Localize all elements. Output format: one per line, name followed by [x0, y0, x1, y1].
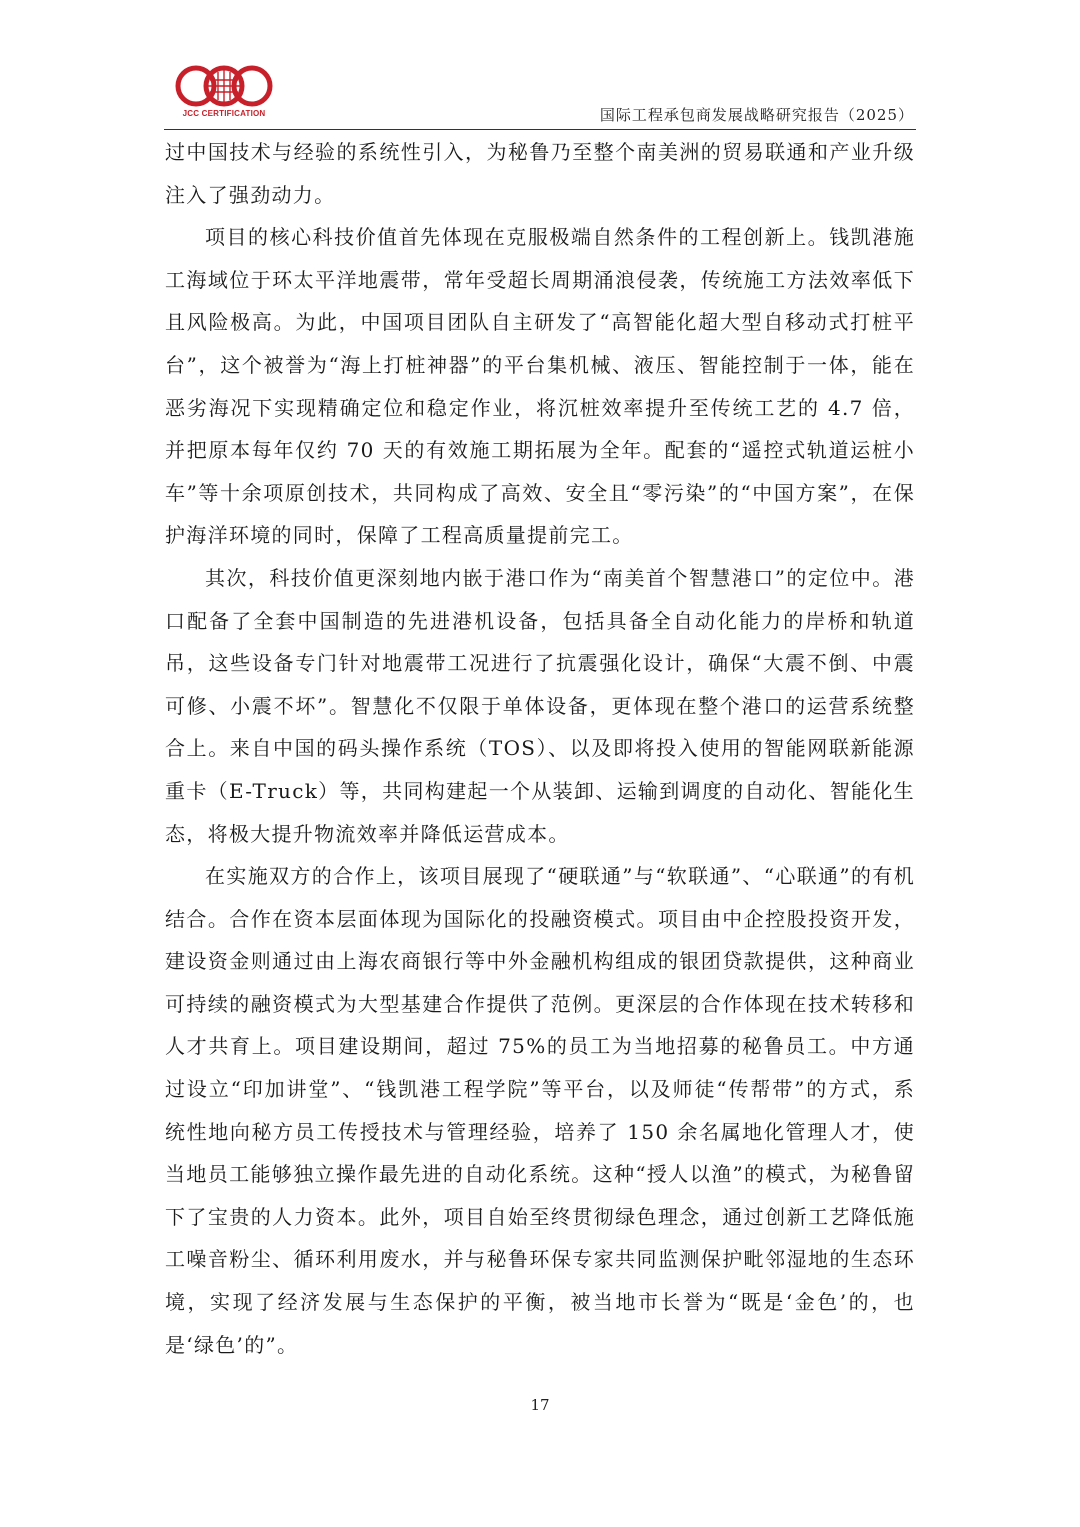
jcc-certification-logo [172, 64, 276, 122]
header-divider [164, 129, 916, 130]
report-title: 国际工程承包商发展战略研究报告（2025） [599, 106, 914, 124]
page-number: 17 [530, 1396, 550, 1414]
logo-text: JCC CERTIFICATION [182, 109, 266, 118]
rings-logo-icon [172, 64, 276, 110]
paragraph: 项目的核心科技价值首先体现在克服极端自然条件的工程创新上。钱凯港施工海域位于环太平洋地震带，常年受超长周期涌浪侵袭，传统施工方法效率低下且风险极高。为此，中国项目团队自主研发了“高智能化超大型自移动式打桩平台”，这个被誉为“海上打桩神器”的平台集机械、液压、智能控制于一体，能在恶劣海况下实现精确定位和稳定作业，将沉桩效率提升至传统工艺的 4.7 倍，并把原本每年仅约 70 天的有效施工期拓展为全年。配套的“遥控式轨道运桩小车”等十余项原创技术，共同构成了高效、安全且“零污染”的“中国方案”，在保护海洋环境的同时，保障了工程高质量提前完工。 [165, 225, 915, 548]
paragraph-continued: 过中国技术与经验的系统性引入，为秘鲁乃至整个南美洲的贸易联通和产业升级注入了强劲动力。 [165, 140, 915, 207]
body-text [165, 131, 915, 1366]
paragraph: 其次，科技价值更深刻地内嵌于港口作为“南美首个智慧港口”的定位中。港口配备了全套中国制造的先进港机设备，包括具备全自动化能力的岸桥和轨道吊，这些设备专门针对地震带工况进行了抗震强化设计，确保“大震不倒、中震可修、小震不坏”。智慧化不仅限于单体设备，更体现在整个港口的运营系统整合上。来自中国的码头操作系统（TOS）、以及即将投入使用的智能网联新能源重卡（E-Truck）等，共同构建起一个从装卸、运输到调度的自动化、智能化生态，将极大提升物流效率并降低运营成本。 [165, 565, 915, 846]
paragraph: 在实施双方的合作上，该项目展现了“硬联通”与“软联通”、“心联通”的有机结合。合作在资本层面体现为国际化的投融资模式。项目由中企控股投资开发，建设资金则通过由上海农商银行等中外金融机构组成的银团贷款提供，这种商业可持续的融资模式为大型基建合作提供了范例。更深层的合作体现在技术转移和人才共育上。项目建设期间，超过 75%的员工为当地招募的秘鲁员工。中方通过设立“印加讲堂”、“钱凯港工程学院”等平台，以及师徒“传帮带”的方式，系统性地向秘方员工传授技术与管理经验，培养了 150 余名属地化管理人才，使当地员工能够独立操作最先进的自动化系统。这种“授人以渔”的模式，为秘鲁留下了宝贵的人力资本。此外，项目自始至终贯彻绿色理念，通过创新工艺降低施工噪音粉尘、循环利用废水，并与秘鲁环保专家共同监测保护毗邻湿地的生态环境，实现了经济发展与生态保护的平衡，被当地市长誉为“既是‘金色’的，也是‘绿色’的”。 [165, 864, 915, 1357]
